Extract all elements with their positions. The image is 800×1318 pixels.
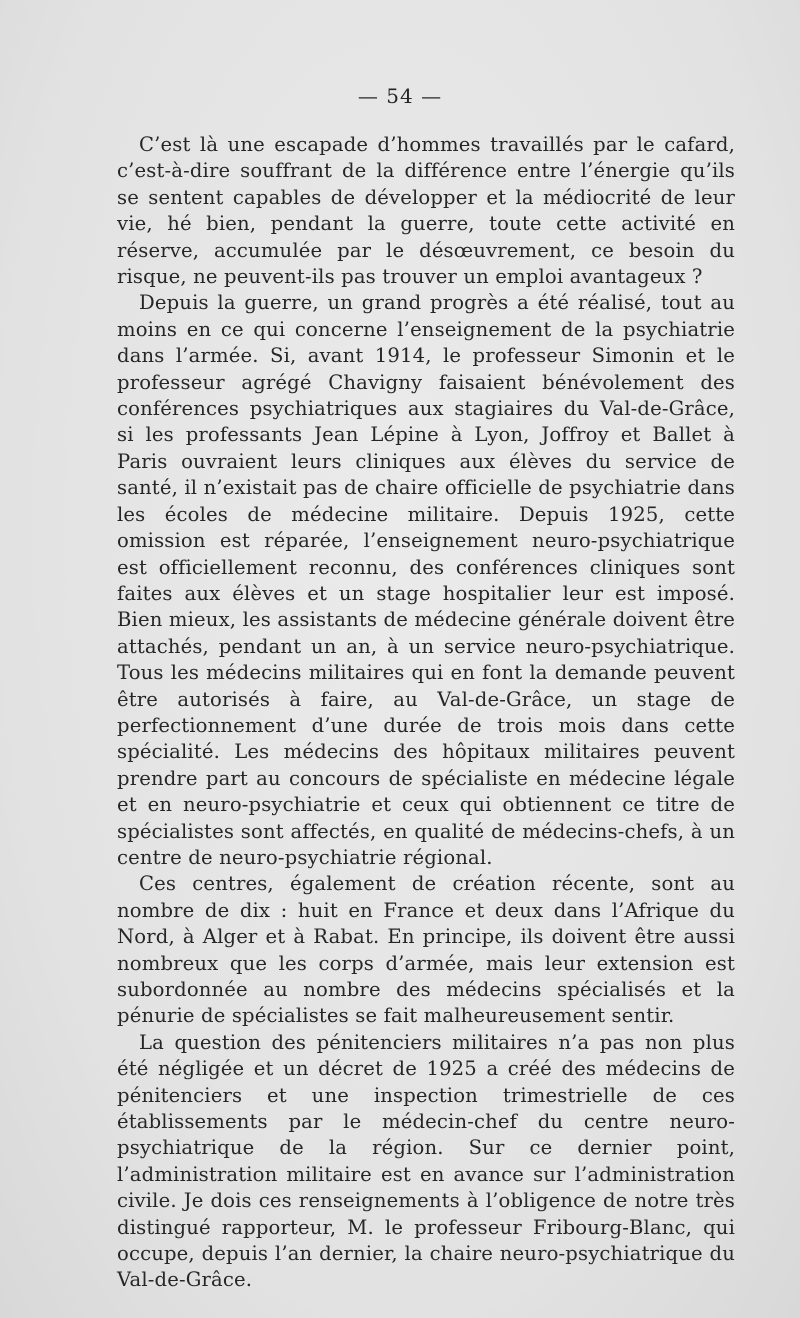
paragraph: Depuis la guerre, un grand progrès a été réalisé, tout au moins en ce qui concerne l’enseignement de la psychiatrie dans l’armée. Si, avant 1914, le professeur Simonin et le professeur agrégé Chavigny faisaient bénévolement des conférences psychiatriques aux stagiaires du Val-de-Grâce, si les professants Jean Lépine à Lyon, Joffroy et Ballet à Paris ouvraient leurs cliniques aux élèves du service de santé, il n’existait pas de chaire officielle de psychiatrie dans les écoles de médecine militaire. Depuis 1925, cette omission est réparée, l’enseignement neuro-psychiatrique est officiellement reconnu, des conférences cliniques sont faites aux élèves et un stage hospitalier leur est imposé. Bien mieux, les assistants de médecine générale doivent être attachés, pendant un an, à un service neuro-psychiatrique. Tous les médecins militaires qui en font la demande peuvent être autorisés à faire, au Val-de-Grâce, un stage de perfectionnement d’une durée de trois mois dans cette spécialité. Les médecins des hôpitaux militaires peuvent prendre part au concours de spécialiste en médecine légale et en neuro-psychiatrie et ceux qui obtiennent ce titre de spécialistes sont affectés, en qualité de médecins-chefs, à un centre de neuro-psychiatrie régional. <box>117 291 735 869</box>
page-number: — 54 — <box>357 84 443 108</box>
paragraph: Ces centres, également de création récente, sont au nombre de dix : huit en France et deux dans l’Afrique du Nord, à Alger et à Rabat. En principe, ils doivent être aussi nombreux que les corps d’armée, mais leur extension est subordonnée au nombre des médecins spécialisés et la pénurie de spécialistes se fait malheureusement sentir. <box>117 872 735 1028</box>
paragraph: La question des pénitenciers militaires n’a pas non plus été négligée et un décret de 1925 a créé des médecins de pénitenciers et une inspection trimestrielle de ces établissements par le médecin-chef du centre neuro-psychiatrique de la région. Sur ce dernier point, l’administration militaire est en avance sur l’administration civile. Je dois ces renseignements à l’obligence de notre très distingué rapporteur, M. le professeur Fribourg-Blanc, qui occupe, depuis l’an dernier, la chaire neuro-psychiatrique du Val-de-Grâce. <box>117 1030 735 1292</box>
body-text <box>117 132 735 1294</box>
paragraph: C’est là une escapade d’hommes travaillés par le cafard, c’est-à-dire souffrant de la différence entre l’énergie qu’ils se sentent capables de développer et la médiocrité de leur vie, hé bien, pendant la guerre, toute cette activité en réserve, accumulée par le désœuvrement, ce besoin du risque, ne peuvent-ils pas trouver un emploi avantageux ? <box>117 133 735 289</box>
